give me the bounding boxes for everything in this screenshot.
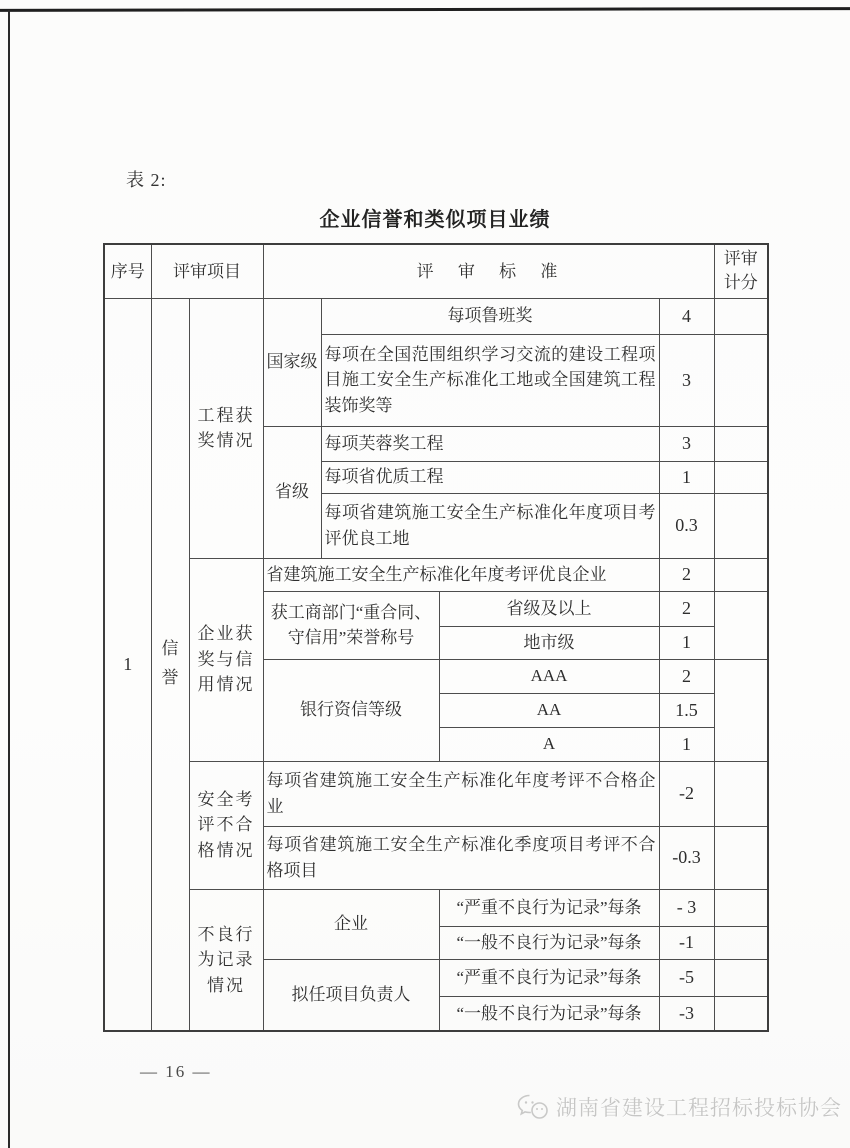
header-review-criteria: 评 审 标 准 bbox=[263, 244, 714, 298]
page-title: 企业信誉和类似项目业绩 bbox=[319, 209, 551, 231]
score-entry-cell bbox=[714, 461, 768, 493]
criterion-prov-enterprise-cell: 省建筑施工安全生产标准化年度考评优良企业 bbox=[263, 558, 659, 591]
watermark-text: 湖南省建设工程招标投标协会 bbox=[556, 1096, 842, 1120]
score-entry-cell bbox=[714, 996, 768, 1031]
score-fail-year-cell: -2 bbox=[659, 761, 714, 826]
subgroup-project-manager-cell: 拟任项目负责人 bbox=[263, 959, 439, 1031]
group-bad-records-cell: 不良行为记录情况 bbox=[189, 889, 263, 1031]
score-entry-cell bbox=[714, 761, 768, 826]
header-review-score-line1: 评审 bbox=[723, 249, 758, 269]
score-bank-aa-cell: 1.5 bbox=[659, 693, 714, 727]
seq-number-cell: 1 bbox=[104, 298, 151, 1031]
criterion-bank-a-cell: A bbox=[439, 727, 659, 761]
score-entry-cell bbox=[714, 298, 768, 334]
score-entry-cell bbox=[714, 826, 768, 889]
score-entry-cell bbox=[714, 959, 768, 996]
score-prov-quality-cell: 1 bbox=[659, 461, 714, 493]
header-review-score bbox=[714, 244, 768, 298]
score-prov-enterprise-cell: 2 bbox=[659, 558, 714, 591]
score-entry-cell bbox=[714, 591, 768, 659]
score-ent-general-cell: -1 bbox=[659, 926, 714, 959]
score-honor-city-cell: 1 bbox=[659, 626, 714, 659]
association-logo-icon bbox=[516, 1093, 550, 1121]
score-ent-severe-cell: - 3 bbox=[659, 889, 714, 926]
criterion-ent-severe-cell: “严重不良行为记录”每条 bbox=[439, 889, 659, 926]
category-reputation-cell bbox=[151, 298, 189, 1031]
criterion-fail-quarter-cell: 每项省建筑施工安全生产标准化季度项目考评不合格项目 bbox=[263, 826, 659, 889]
header-review-item: 评审项目 bbox=[151, 244, 263, 298]
score-entry-cell bbox=[714, 426, 768, 461]
scan-left-edge-line bbox=[8, 10, 10, 1148]
header-review-score-line2: 计分 bbox=[723, 273, 758, 293]
subgroup-enterprise-cell: 企业 bbox=[263, 889, 439, 959]
criterion-prov-site-cell: 每项省建筑施工安全生产标准化年度项目考评优良工地 bbox=[321, 493, 659, 558]
score-entry-cell bbox=[714, 334, 768, 426]
group-safety-fail-cell: 安全考评不合格情况 bbox=[189, 761, 263, 889]
criterion-mgr-severe-cell: “严重不良行为记录”每条 bbox=[439, 959, 659, 996]
score-prov-site-cell: 0.3 bbox=[659, 493, 714, 558]
criterion-national-site-cell: 每项在全国范围组织学习交流的建设工程项目施工安全生产标准化工地或全国建筑工程装饰奖等 bbox=[321, 334, 659, 426]
score-entry-cell bbox=[714, 926, 768, 959]
criterion-furong-cell: 每项芙蓉奖工程 bbox=[321, 426, 659, 461]
category-reputation-label: 信誉 bbox=[161, 639, 179, 688]
score-fail-quarter-cell: -0.3 bbox=[659, 826, 714, 889]
evaluation-table bbox=[103, 243, 769, 1032]
criterion-honor-city-cell: 地市级 bbox=[439, 626, 659, 659]
score-entry-cell bbox=[714, 659, 768, 761]
subgroup-honor-title-cell: 获工商部门“重合同、守信用”荣誉称号 bbox=[263, 591, 439, 659]
criterion-prov-quality-cell: 每项省优质工程 bbox=[321, 461, 659, 493]
header-seq: 序号 bbox=[104, 244, 151, 298]
subgroup-bank-credit-cell: 银行资信等级 bbox=[263, 659, 439, 761]
criterion-bank-aa-cell: AA bbox=[439, 693, 659, 727]
score-furong-cell: 3 bbox=[659, 426, 714, 461]
score-national-site-cell: 3 bbox=[659, 334, 714, 426]
score-mgr-severe-cell: -5 bbox=[659, 959, 714, 996]
subgroup-national-cell: 国家级 bbox=[263, 298, 321, 426]
criterion-honor-provincial-cell: 省级及以上 bbox=[439, 591, 659, 626]
criterion-ent-general-cell: “一般不良行为记录”每条 bbox=[439, 926, 659, 959]
score-luban-cell: 4 bbox=[659, 298, 714, 334]
group-credit-awards-cell: 企业获奖与信用情况 bbox=[189, 558, 263, 761]
score-entry-cell bbox=[714, 493, 768, 558]
criterion-bank-aaa-cell: AAA bbox=[439, 659, 659, 693]
score-mgr-general-cell: -3 bbox=[659, 996, 714, 1031]
score-bank-aaa-cell: 2 bbox=[659, 659, 714, 693]
criterion-luban-cell: 每项鲁班奖 bbox=[321, 298, 659, 334]
score-entry-cell bbox=[714, 558, 768, 591]
score-bank-a-cell: 1 bbox=[659, 727, 714, 761]
criterion-mgr-general-cell: “一般不良行为记录”每条 bbox=[439, 996, 659, 1031]
subgroup-provincial-cell: 省级 bbox=[263, 426, 321, 558]
score-honor-provincial-cell: 2 bbox=[659, 591, 714, 626]
association-watermark bbox=[516, 1092, 842, 1122]
table-label: 表 2: bbox=[126, 170, 167, 190]
score-entry-cell bbox=[714, 889, 768, 926]
criterion-fail-year-cell: 每项省建筑施工安全生产标准化年度考评不合格企业 bbox=[263, 761, 659, 826]
group-project-awards-cell: 工程获奖情况 bbox=[189, 298, 263, 558]
scan-top-edge-line bbox=[0, 7, 850, 12]
page-number: — 16 — bbox=[140, 1062, 212, 1081]
